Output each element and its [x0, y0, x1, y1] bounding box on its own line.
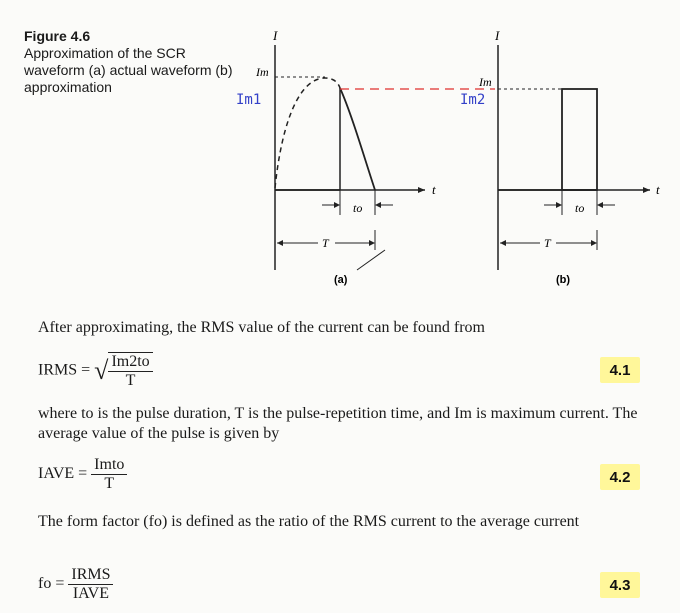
- equation-rms: IRMS = √ $\frac{Im2to}{T}$: [38, 352, 153, 390]
- panel-a-fall: [340, 88, 375, 190]
- panel-a-peak-label: Im: [256, 65, 269, 79]
- panel-a: [236, 28, 436, 286]
- panel-a-x-arrow: [418, 187, 425, 193]
- panel-b-y-label: I: [495, 28, 500, 43]
- panel-a-T-label: T: [322, 236, 329, 250]
- panel-a-label: (a): [334, 274, 348, 286]
- equation-form-factor-numerator: IRMS: [68, 566, 113, 585]
- panel-b-pulse: [562, 89, 597, 190]
- waveform-figure: [0, 0, 680, 300]
- equation-form-factor-lhs: fo =: [38, 575, 65, 593]
- panel-b-to-label: to: [575, 201, 585, 215]
- paragraph-form-factor: The form factor (fo) is defined as the ratio of the RMS current to the average current: [38, 513, 580, 530]
- panel-a-x-label: t: [432, 182, 436, 197]
- equation-rms-numerator: Im2to: [108, 353, 152, 372]
- equation-number-3: 4.3: [600, 572, 640, 598]
- equation-average-denominator: T: [104, 475, 115, 492]
- equation-form-factor-denominator: IAVE: [72, 585, 109, 602]
- panel-b: [460, 28, 660, 286]
- panel-b-label: (b): [556, 274, 571, 286]
- panel-a-to-label: to: [353, 201, 363, 215]
- panel-a-callout: Im1: [236, 92, 262, 108]
- figure-caption-text: Approximation of the SCR waveform (a) actual waveform (b) approximation: [24, 45, 233, 95]
- figure-label: Figure 4.6: [24, 28, 91, 44]
- panel-a-dashed-rise: [275, 78, 340, 188]
- equation-rms-lhs: IRMS =: [38, 361, 91, 379]
- equation-number-1: 4.1: [600, 357, 640, 383]
- equation-rms-denominator: T: [125, 372, 136, 389]
- equation-average: [38, 456, 127, 493]
- equation-number-2: 4.2: [600, 464, 640, 490]
- panel-b-peak-label: Im: [479, 75, 492, 89]
- paragraph-definitions: where to is the pulse duration, T is the pulse-repetition time, and Im is maximum current. The average value of the pulse is given by: [38, 405, 638, 442]
- equation-average-lhs: IAVE =: [38, 465, 88, 483]
- paragraph-rms: After approximating, the RMS value of the current can be found from: [38, 319, 485, 336]
- panel-a-y-label: I: [273, 28, 278, 43]
- panel-b-T-label: T: [544, 236, 551, 250]
- equation-form-factor: [38, 566, 113, 603]
- panel-b-x-label: t: [656, 182, 660, 197]
- panel-b-callout: Im2: [460, 92, 486, 108]
- equation-average-numerator: Imto: [91, 456, 127, 475]
